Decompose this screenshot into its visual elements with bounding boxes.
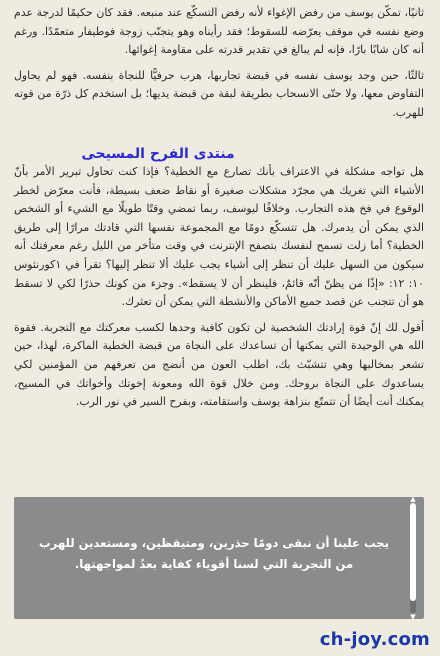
- highlight-quote-text: يجب علينا أن نبقى دومًا حذرين، ومتيقظين، ومستعدين للهرب من التجربة التي لسنا أقوياء كفاية بعدُ لمواجهتها.: [39, 536, 389, 571]
- forum-watermark: منتدى الفرح المسيحى: [81, 146, 235, 162]
- site-watermark: ch-joy.com: [319, 629, 430, 650]
- paragraph-2: ثالثًا، حين وجد يوسف نفسه في قبضة تجاربها، هرب حرفيًّا للنجاة بنفسه. فهو لم يحاول التفاوض معها، ولا حتّى الانسحاب بطريقة لبقة من قبضة يديها؛ بل استخدم كل ذرّة من قوته للهرب.: [14, 68, 424, 119]
- scrollbar-thumb[interactable]: [410, 503, 416, 601]
- paragraph-1: ثانيًا، تمكّن يوسف من رفض الإغواء لأنه رفض التسكّع عند منبعه. فقد كان حكيمًا لدرجة عدم وضع نفسه في موقف يعرّضه للسقوط؛ فقد رأيناه وهو يتجنّب زوجة فوطيفار متعمّدًا. ورغم أنه كان شابًا بارًا، فإنه لم يبالغ في تقدير قدرته على مقاومة إغوائها.: [14, 6, 424, 57]
- body-text-bottom: [14, 163, 424, 419]
- quote-scrollbar[interactable]: [410, 503, 416, 613]
- highlight-quote-box: [14, 497, 424, 619]
- scroll-up-icon[interactable]: ▲: [410, 495, 416, 503]
- scroll-down-icon[interactable]: ▼: [410, 613, 416, 621]
- body-text-top: [14, 4, 424, 130]
- paragraph-4: أقول لك إنّ قوة إرادتك الشخصية لن تكون كافية وحدها لكسب معركتك مع التجربة. فقوة الله هي الوحيدة التي يمكنها أن تساعدك على النجاة من قبضة الخطية الماكرة، لهذا، حين تشعر بمخالبها وهي تتشبّث بك، اطلب العون من أنضج من تعرفهم من المؤمنين لكي يساعدوك على النجاة بروحك. ومن خلال قوة الله ومعونة إخوتك وأخواتك في المسيح، يمكنك أنت أيضًا أن تتمتّع بنزاهة يوسف واستقامته، وبفرح السير في نور الرب.: [14, 320, 424, 409]
- paragraph-3: هل تواجه مشكلة في الاعتراف بأنك تصارع مع الخطية؟ فإذا كنت تحاول تبرير الأمر بأنّ الأشياء التي تغريك هي مجرّد مشكلات صغيرة أو نقاط ضعف بسيطة، فأنت معرّض لخطر الوقوع في فخ هذه التجارب. وخلافًا ليوسف، ربما تمضي وقتًا طويلًا مع الشيء أو الشخص الذي يمكن أن يدمرك. هل تتسكّع دومًا مع المجموعة نفسها التي قادتك مرارًا إلى طريق الخطية؟ أما زلت تسمح لنفسك بتصفح الإنترنت في وقت متأخر من الليل رغم معرفتك أنه سيكون من السهل عليك أن تنظر إلى أشياء يجب عليك ألا تنظر إليها؟ تقرأ في ١كورنثوس ١٠: ١٢: «إذًا من يظنّ أنّه قائمٌ، فلينظر أن لا يسقط». وجزء من كونك حذرًا لكي لا تسقط هو أن تتجنب عن قصد جميع الأماكن والأنشطة التي يمكن أن تعثرك.: [14, 165, 424, 309]
